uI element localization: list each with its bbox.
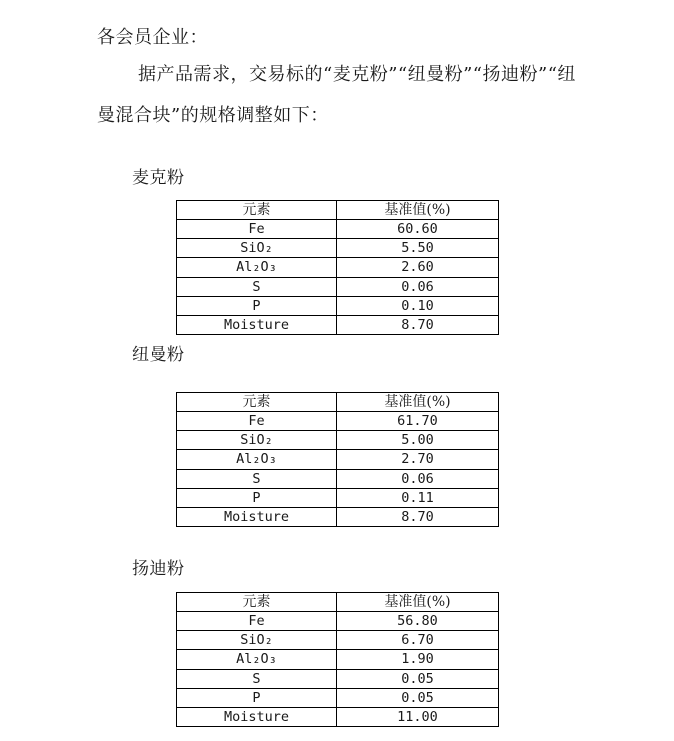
value-cell: 0.05 (337, 669, 499, 688)
table-row (177, 450, 499, 469)
table-row (177, 315, 499, 334)
element-header: 元素 (177, 393, 337, 412)
spec-table-newman-fines (176, 392, 499, 527)
value-cell: 2.70 (337, 450, 499, 469)
table-row (177, 258, 499, 277)
element-cell: Moisture (177, 707, 337, 726)
table-row (177, 296, 499, 315)
intro-line-1: 据产品需求，交易标的“麦克粉”“纽曼粉”“扬迪粉”“纽 (138, 64, 576, 85)
benchmark-header: 基准值(%) (337, 201, 499, 220)
value-cell: 5.00 (337, 431, 499, 450)
value-cell: 6.70 (337, 631, 499, 650)
element-cell: SiO₂ (177, 631, 337, 650)
element-cell: S (177, 469, 337, 488)
element-cell: Fe (177, 412, 337, 431)
value-cell: 60.60 (337, 220, 499, 239)
table-row (177, 469, 499, 488)
value-cell: 0.06 (337, 469, 499, 488)
element-cell: P (177, 488, 337, 507)
table-row (177, 650, 499, 669)
table-row (177, 507, 499, 526)
element-cell: SiO₂ (177, 239, 337, 258)
salutation: 各会员企业： (97, 27, 208, 48)
element-cell: Al₂O₃ (177, 258, 337, 277)
section-title-mac-fines: 麦克粉 (132, 168, 185, 188)
section-title-newman-fines: 纽曼粉 (132, 345, 185, 365)
value-cell: 11.00 (337, 707, 499, 726)
element-cell: Al₂O₃ (177, 650, 337, 669)
element-cell: Moisture (177, 507, 337, 526)
intro-line-2: 曼混合块”的规格调整如下： (97, 105, 329, 126)
element-cell: Fe (177, 220, 337, 239)
value-cell: 1.90 (337, 650, 499, 669)
table-row (177, 669, 499, 688)
element-header: 元素 (177, 201, 337, 220)
element-cell: Al₂O₃ (177, 450, 337, 469)
table-header-row (177, 593, 499, 612)
element-cell: S (177, 669, 337, 688)
value-cell: 0.10 (337, 296, 499, 315)
element-cell: P (177, 296, 337, 315)
table-row (177, 277, 499, 296)
value-cell: 8.70 (337, 315, 499, 334)
element-cell: SiO₂ (177, 431, 337, 450)
spec-table-mac-fines (176, 200, 499, 335)
benchmark-header: 基准值(%) (337, 593, 499, 612)
value-cell: 0.11 (337, 488, 499, 507)
value-cell: 2.60 (337, 258, 499, 277)
element-cell: Fe (177, 612, 337, 631)
benchmark-header: 基准值(%) (337, 393, 499, 412)
element-cell: S (177, 277, 337, 296)
table-row (177, 220, 499, 239)
value-cell: 8.70 (337, 507, 499, 526)
table-header-row (177, 201, 499, 220)
element-header: 元素 (177, 593, 337, 612)
value-cell: 0.06 (337, 277, 499, 296)
table-header-row (177, 393, 499, 412)
element-cell: Moisture (177, 315, 337, 334)
section-title-yandi-fines: 扬迪粉 (132, 559, 185, 579)
table-row (177, 631, 499, 650)
table-row (177, 488, 499, 507)
table-row (177, 612, 499, 631)
element-cell: P (177, 688, 337, 707)
value-cell: 0.05 (337, 688, 499, 707)
table-row (177, 239, 499, 258)
table-row (177, 412, 499, 431)
table-row (177, 688, 499, 707)
spec-table-yandi-fines (176, 592, 499, 727)
value-cell: 56.80 (337, 612, 499, 631)
table-row (177, 707, 499, 726)
table-row (177, 431, 499, 450)
value-cell: 61.70 (337, 412, 499, 431)
value-cell: 5.50 (337, 239, 499, 258)
